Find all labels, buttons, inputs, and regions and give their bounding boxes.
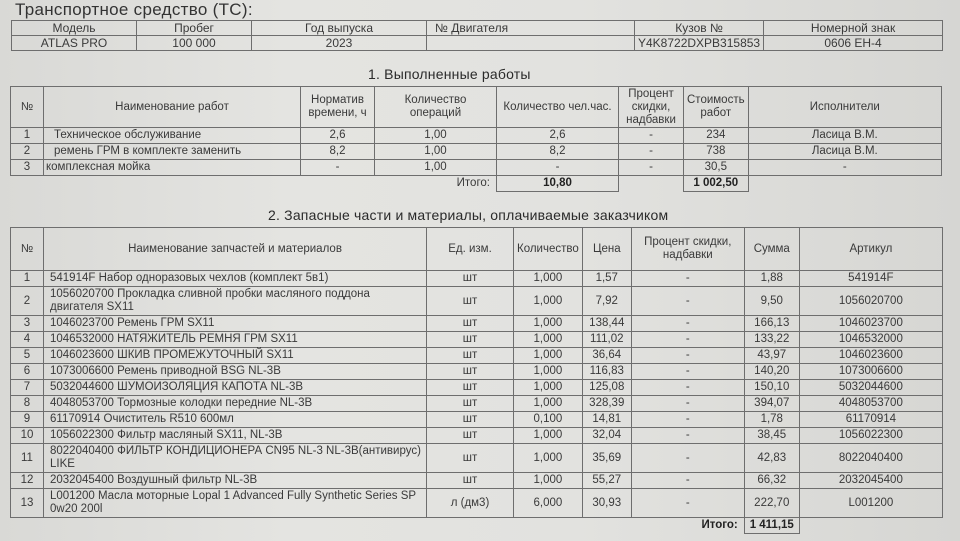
parts-row-unit: шт xyxy=(427,348,514,364)
parts-header-row xyxy=(11,228,943,271)
parts-row xyxy=(11,489,943,518)
parts-row-price: 55,27 xyxy=(582,473,631,489)
parts-row-unit: шт xyxy=(427,380,514,396)
value-plate: 0606 EH-4 xyxy=(764,36,943,51)
works-header-row xyxy=(11,87,942,128)
parts-row-quantity: 0,100 xyxy=(514,412,583,428)
parts-row-discount: - xyxy=(631,316,744,332)
parts-row-quantity: 1,000 xyxy=(514,380,583,396)
parts-row-sum: 38,45 xyxy=(744,428,799,444)
parts-row-quantity: 1,000 xyxy=(514,316,583,332)
works-header-operations: Количество операций xyxy=(375,87,497,128)
value-engine-number xyxy=(427,36,635,51)
works-row xyxy=(11,160,942,176)
works-total-cost: 1 002,50 xyxy=(684,176,749,192)
works-row-discount: - xyxy=(619,128,684,144)
parts-total-label: Итого: xyxy=(701,519,738,532)
parts-header-sum: Сумма xyxy=(744,228,799,271)
parts-row-sum: 1,88 xyxy=(744,271,799,287)
works-row-discount: - xyxy=(619,160,684,176)
parts-row-name: 4048053700 Тормозные колодки передние NL-3B xyxy=(44,396,427,412)
parts-row-discount: - xyxy=(631,380,744,396)
parts-row-number: 11 xyxy=(11,444,44,473)
parts-row-name: 1056022300 Фильтр масляный SX11, NL-3B xyxy=(44,428,427,444)
vehicle-table xyxy=(11,20,943,51)
works-row-name: комплексная мойка xyxy=(44,160,301,176)
parts-section-title: 2. Запасные части и материалы, оплачиваемые заказчиком xyxy=(268,207,669,223)
works-row-hours: 8,2 xyxy=(497,144,619,160)
parts-row xyxy=(11,348,943,364)
parts-row-price: 7,92 xyxy=(582,287,631,316)
parts-row-sum: 150,10 xyxy=(744,380,799,396)
parts-row-sum: 166,13 xyxy=(744,316,799,332)
parts-row-unit: шт xyxy=(427,332,514,348)
parts-row-number: 1 xyxy=(11,271,44,287)
works-row-operations: 1,00 xyxy=(375,144,497,160)
parts-row-number: 13 xyxy=(11,489,44,518)
parts-row-quantity: 1,000 xyxy=(514,396,583,412)
vehicle-section-title: Транспортное средство (ТС): xyxy=(15,0,253,19)
parts-row-name: 61170914 Очиститель R510 600мл xyxy=(44,412,427,428)
works-row xyxy=(11,128,942,144)
parts-row-article: L001200 xyxy=(799,489,942,518)
works-table xyxy=(10,86,942,192)
works-row-cost: 234 xyxy=(684,128,749,144)
parts-row xyxy=(11,364,943,380)
works-row-name: Техническое обслуживание xyxy=(44,128,301,144)
parts-row xyxy=(11,473,943,489)
parts-row-number: 10 xyxy=(11,428,44,444)
parts-row-price: 35,69 xyxy=(582,444,631,473)
parts-row-price: 36,64 xyxy=(582,348,631,364)
parts-row-discount: - xyxy=(631,271,744,287)
works-header-hours: Количество чел.час. xyxy=(497,87,619,128)
parts-row-number: 5 xyxy=(11,348,44,364)
parts-row-price: 1,57 xyxy=(582,271,631,287)
parts-row xyxy=(11,444,943,473)
works-header-discount: Процент скидки, надбавки xyxy=(619,87,684,128)
header-plate: Номерной знак xyxy=(764,21,943,36)
parts-row-price: 125,08 xyxy=(582,380,631,396)
parts-row-number: 8 xyxy=(11,396,44,412)
parts-table xyxy=(10,227,943,534)
parts-row-name: 1046023600 ШКИВ ПРОМЕЖУТОЧНЫЙ SX11 xyxy=(44,348,427,364)
works-row-hours: - xyxy=(497,160,619,176)
parts-row-discount: - xyxy=(631,332,744,348)
works-row-number: 2 xyxy=(11,144,44,160)
parts-row-number: 3 xyxy=(11,316,44,332)
works-row-cost: 738 xyxy=(684,144,749,160)
parts-row-price: 138,44 xyxy=(582,316,631,332)
parts-row-quantity: 1,000 xyxy=(514,271,583,287)
parts-row-unit: шт xyxy=(427,444,514,473)
parts-row xyxy=(11,380,943,396)
parts-row-discount: - xyxy=(631,348,744,364)
parts-row-price: 116,83 xyxy=(582,364,631,380)
parts-header-price: Цена xyxy=(582,228,631,271)
works-row-operations: 1,00 xyxy=(375,128,497,144)
parts-row xyxy=(11,271,943,287)
parts-row-article: 1073006600 xyxy=(799,364,942,380)
parts-row xyxy=(11,287,943,316)
parts-row-unit: шт xyxy=(427,428,514,444)
parts-row-name: 1046532000 НАТЯЖИТЕЛЬ РЕМНЯ ГРМ SX11 xyxy=(44,332,427,348)
parts-row-price: 111,02 xyxy=(582,332,631,348)
parts-row-price: 328,39 xyxy=(582,396,631,412)
parts-row-article: 1046023600 xyxy=(799,348,942,364)
parts-row-number: 9 xyxy=(11,412,44,428)
parts-row-number: 7 xyxy=(11,380,44,396)
parts-row-name: 1073006600 Ремень приводной BSG NL-3B xyxy=(44,364,427,380)
parts-row-number: 2 xyxy=(11,287,44,316)
works-row-number: 3 xyxy=(11,160,44,176)
parts-row-discount: - xyxy=(631,473,744,489)
works-row-operations: 1,00 xyxy=(375,160,497,176)
parts-header-discount: Процент скидки, надбавки xyxy=(631,228,744,271)
parts-row-quantity: 6,000 xyxy=(514,489,583,518)
parts-row-sum: 394,07 xyxy=(744,396,799,412)
works-row-executor: - xyxy=(748,160,941,176)
parts-row-quantity: 1,000 xyxy=(514,332,583,348)
parts-row-article: 1056022300 xyxy=(799,428,942,444)
parts-row-article: 541914F xyxy=(799,271,942,287)
parts-row-number: 4 xyxy=(11,332,44,348)
parts-row-article: 1056020700 xyxy=(799,287,942,316)
parts-row-quantity: 1,000 xyxy=(514,348,583,364)
works-total-label: Итого: xyxy=(456,177,490,190)
parts-row-unit: л (дм3) xyxy=(427,489,514,518)
parts-row xyxy=(11,316,943,332)
parts-row-name: 1046023700 Ремень ГРМ SX11 xyxy=(44,316,427,332)
vehicle-header-row xyxy=(12,21,943,36)
parts-row-quantity: 1,000 xyxy=(514,444,583,473)
parts-row-unit: шт xyxy=(427,271,514,287)
parts-row-sum: 140,20 xyxy=(744,364,799,380)
parts-total-sum: 1 411,15 xyxy=(744,518,799,534)
works-row-discount: - xyxy=(619,144,684,160)
parts-row-price: 30,93 xyxy=(582,489,631,518)
value-body-number: Y4K8722DXPB315853 xyxy=(635,36,764,51)
works-total-hours: 10,80 xyxy=(497,176,619,192)
parts-total-row xyxy=(11,518,943,534)
parts-row-name: 5032044600 ШУМОИЗОЛЯЦИЯ КАПОТА NL-3B xyxy=(44,380,427,396)
works-header-cost: Стоимость работ xyxy=(684,87,749,128)
header-year: Год выпуска xyxy=(252,21,427,36)
value-model: ATLAS PRO xyxy=(12,36,137,51)
works-row-executor: Ласица В.М. xyxy=(748,144,941,160)
parts-header-article: Артикул xyxy=(799,228,942,271)
parts-row-article: 8022040400 xyxy=(799,444,942,473)
works-row-cost: 30,5 xyxy=(684,160,749,176)
parts-row-sum: 222,70 xyxy=(744,489,799,518)
vehicle-value-row xyxy=(12,36,943,51)
parts-row-sum: 133,22 xyxy=(744,332,799,348)
parts-row-sum: 42,83 xyxy=(744,444,799,473)
parts-row-discount: - xyxy=(631,287,744,316)
works-total-row xyxy=(11,176,942,192)
works-row-norm: 2,6 xyxy=(301,128,375,144)
parts-row-unit: шт xyxy=(427,396,514,412)
parts-row-price: 14,81 xyxy=(582,412,631,428)
parts-row-number: 12 xyxy=(11,473,44,489)
works-header-norm: Норматив времени, ч xyxy=(301,87,375,128)
parts-header-name: Наименование запчастей и материалов xyxy=(44,228,427,271)
parts-row-number: 6 xyxy=(11,364,44,380)
parts-row-article: 2032045400 xyxy=(799,473,942,489)
parts-row xyxy=(11,412,943,428)
parts-row-unit: шт xyxy=(427,316,514,332)
parts-row xyxy=(11,396,943,412)
parts-row-discount: - xyxy=(631,364,744,380)
parts-row xyxy=(11,332,943,348)
parts-row-name: 2032045400 Воздушный фильтр NL-3B xyxy=(44,473,427,489)
works-section-title: 1. Выполненные работы xyxy=(368,66,531,82)
works-row xyxy=(11,144,942,160)
parts-row-sum: 1,78 xyxy=(744,412,799,428)
parts-row-sum: 9,50 xyxy=(744,287,799,316)
parts-row-quantity: 1,000 xyxy=(514,287,583,316)
works-row-name: ремень ГРМ в комплекте заменить xyxy=(44,144,301,160)
value-mileage: 100 000 xyxy=(137,36,252,51)
parts-row-unit: шт xyxy=(427,473,514,489)
parts-header-quantity: Количество xyxy=(514,228,583,271)
parts-row-article: 61170914 xyxy=(799,412,942,428)
works-row-norm: - xyxy=(301,160,375,176)
parts-header-unit: Ед. изм. xyxy=(427,228,514,271)
parts-row-name: 541914F Набор одноразовых чехлов (комплект 5в1) xyxy=(44,271,427,287)
parts-row-name: 8022040400 ФИЛЬТР КОНДИЦИОНЕРА CN95 NL-3 NL-3B(антивирус) LIKE xyxy=(44,444,427,473)
parts-row-article: 1046023700 xyxy=(799,316,942,332)
parts-row-sum: 43,97 xyxy=(744,348,799,364)
parts-row-discount: - xyxy=(631,396,744,412)
parts-row-article: 1046532000 xyxy=(799,332,942,348)
header-mileage: Пробег xyxy=(137,21,252,36)
parts-row-discount: - xyxy=(631,444,744,473)
works-row-norm: 8,2 xyxy=(301,144,375,160)
works-row-hours: 2,6 xyxy=(497,128,619,144)
header-engine-number: № Двигателя xyxy=(427,21,635,36)
parts-row-discount: - xyxy=(631,428,744,444)
parts-row-quantity: 1,000 xyxy=(514,428,583,444)
parts-row-article: 4048053700 xyxy=(799,396,942,412)
parts-row-name: 1056020700 Прокладка сливной пробки масляного поддона двигателя SX11 xyxy=(44,287,427,316)
parts-row-unit: шт xyxy=(427,287,514,316)
header-body-number: Кузов № xyxy=(635,21,764,36)
parts-row-price: 32,04 xyxy=(582,428,631,444)
works-header-name: Наименование работ xyxy=(44,87,301,128)
parts-row-discount: - xyxy=(631,412,744,428)
works-header-executors: Исполнители xyxy=(748,87,941,128)
parts-row xyxy=(11,428,943,444)
header-model: Модель xyxy=(12,21,137,36)
parts-row-name: L001200 Масла моторные Lopal 1 Advanced Fully Synthetic Series SP 0w20 200l xyxy=(44,489,427,518)
works-row-executor: Ласица В.М. xyxy=(748,128,941,144)
parts-row-sum: 66,32 xyxy=(744,473,799,489)
works-header-number: № xyxy=(11,87,44,128)
parts-header-number: № xyxy=(11,228,44,271)
works-row-number: 1 xyxy=(11,128,44,144)
parts-row-discount: - xyxy=(631,489,744,518)
parts-row-unit: шт xyxy=(427,412,514,428)
parts-row-quantity: 1,000 xyxy=(514,473,583,489)
parts-row-unit: шт xyxy=(427,364,514,380)
parts-row-article: 5032044600 xyxy=(799,380,942,396)
value-year: 2023 xyxy=(252,36,427,51)
parts-row-quantity: 1,000 xyxy=(514,364,583,380)
